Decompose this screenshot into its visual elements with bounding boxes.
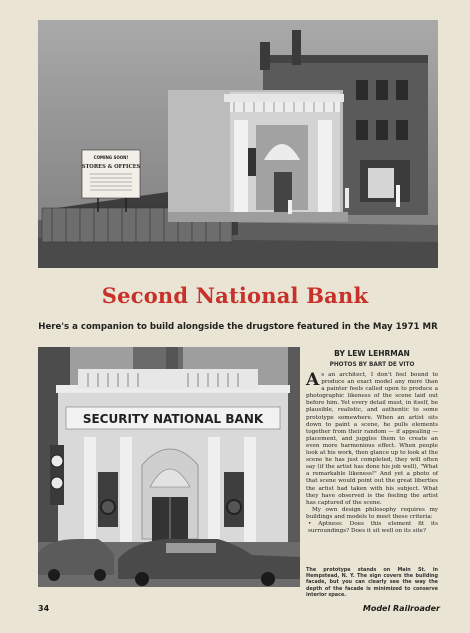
article-paragraph-3: • Aptness: Does this element fit its surroundings? Does it sit well on its site? xyxy=(308,520,438,535)
article-body xyxy=(306,372,438,535)
sign-line-1: COMING SOON! xyxy=(93,155,129,160)
model-diorama-illustration xyxy=(38,20,438,268)
article-paragraph-1 xyxy=(306,372,438,507)
article-subtitle: Here's a companion to build alongside the drugstore featured in the May 1971 MR xyxy=(38,322,438,332)
article-paragraph-2: My own design philosophy requires my buildings and models to meet these criteria: xyxy=(306,506,438,520)
article-title: Second National Bank xyxy=(101,283,369,308)
bank-sign: SECURITY NATIONAL BANK xyxy=(82,412,264,426)
article-paragraph-1-text: s an architect, I don't feel bound to produce an exact model any more than a painter feels called upon to produce a photographic likeness of the scene laid out before him. Yet every detail must, in itself, be plausible, realistic, and authentic to some prototype somewhere. When an artist sits down to paint a scene, he pulls elements together from their random — if appealing — placement, and juggles them to create an even more harmonious effect. When people look at his work, then glance up to look at the scene he has just completed, they will often say (if the artist has done his job well), "What a remarkable likeness!" And yet a photo of that scene would point out the great liberties the artist had taken with his subject. What they have observed is the feeling the artist has captured of the scene. xyxy=(306,372,438,506)
prototype-bank-photo xyxy=(38,347,300,587)
author-byline: BY LEW LEHRMAN xyxy=(334,349,410,358)
magazine-name: Model Railroader xyxy=(362,604,440,613)
sign-line-2: STORES & OFFICES xyxy=(81,164,141,170)
page-number: 34 xyxy=(38,604,50,613)
photo-caption: The prototype stands on Main St. in Hempstead, N. Y. The sign covers the building facade, but you can clearly see the way the depth of the facade is minimized to conserve interior space. xyxy=(306,567,438,598)
prototype-bank-illustration xyxy=(38,347,300,587)
model-diorama-photo xyxy=(38,20,438,268)
photo-credit: PHOTOS BY BART DE VITO xyxy=(329,362,415,368)
drop-cap: A xyxy=(306,370,320,390)
